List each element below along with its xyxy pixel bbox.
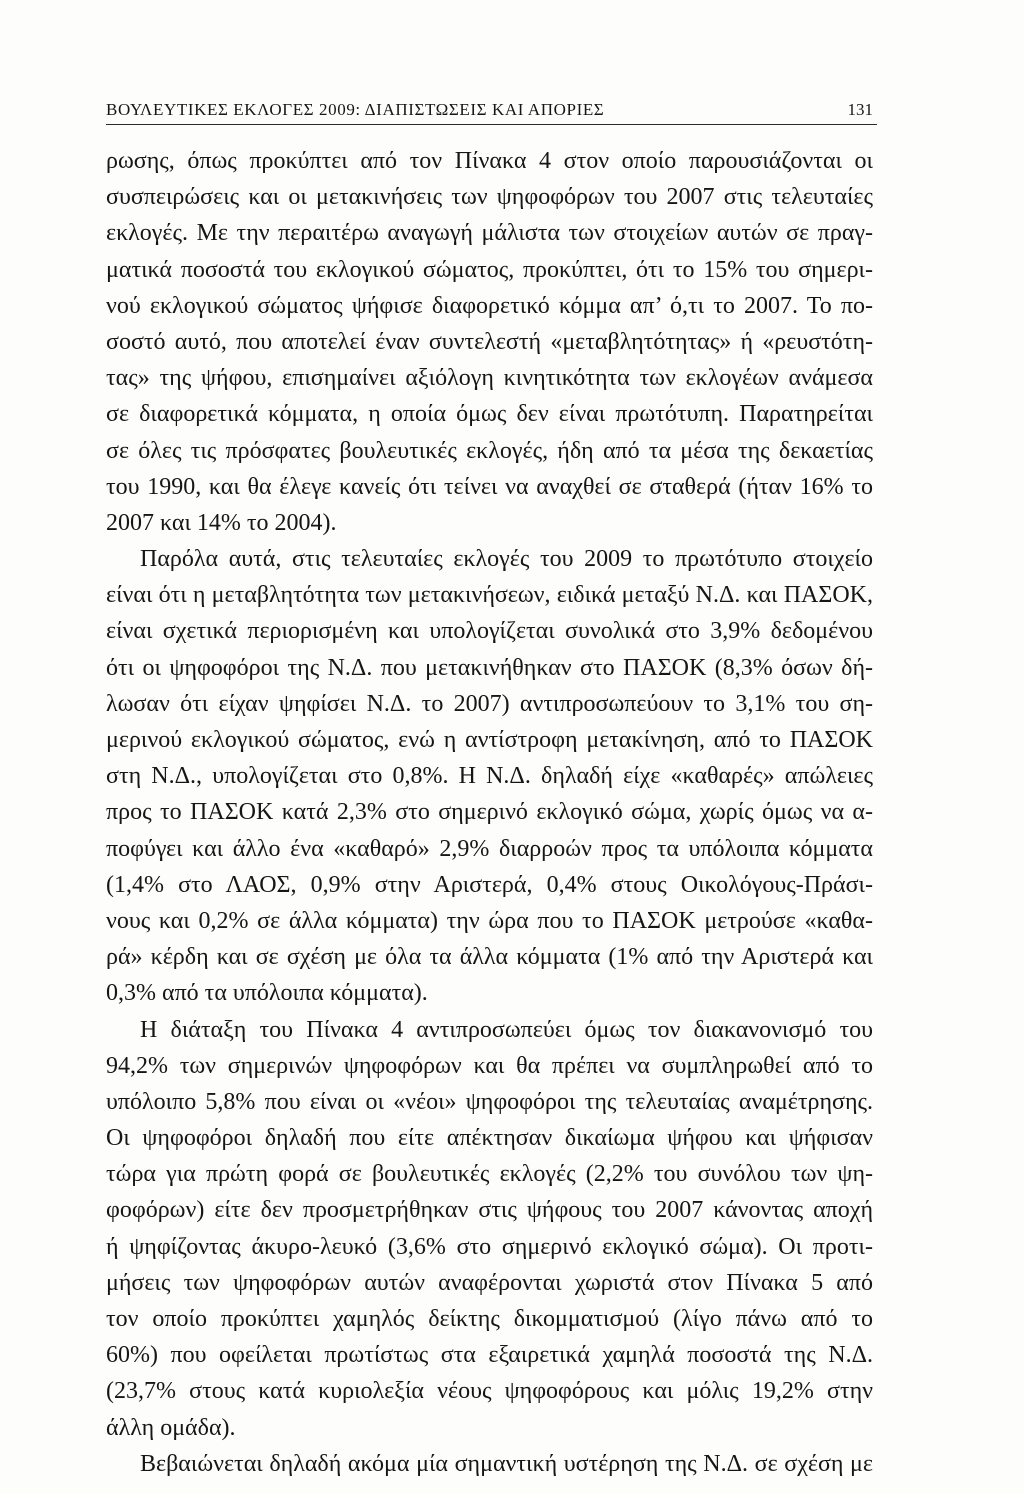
running-title: ΒΟΥΛΕΥΤΙΚΕΣ ΕΚΛΟΓΕΣ 2009: ΔΙΑΠΙΣΤΩΣΕΙΣ ΚΑΙ ΑΠΟΡΙΕΣ [106,100,605,119]
text-line: υπόλοιπο 5,8% που είναι οι «νέοι» ψηφοφόροι της τελευταίας αναμέτρησης. [106,1088,873,1115]
text-line: ρωσης, όπως προκύπτει από τον Πίνακα 4 στον οποίο παρουσιάζονται οι [106,148,873,174]
text-line: 60%) που οφείλεται πρωτίστως στα εξαιρετικά χαμηλά ποσοστά της Ν.Δ. [106,1342,873,1369]
paragraph-start-line: Η διάταξη του Πίνακα 4 αντιπροσωπεύει όμως τον διακανονισμό του [140,1016,873,1043]
text-line: Οι ψηφοφόροι δηλαδή που είτε απέκτησαν δικαίωμα ψήφου και ψήφισαν [106,1125,873,1152]
body-text [106,143,873,1482]
text-line: 0,3% από τα υπόλοιπα κόμματα). [106,980,428,1007]
text-line: μερινού εκλογικού σώματος, ενώ η αντίστροφη μετακίνηση, από το ΠΑΣΟΚ [106,727,873,753]
text-line: είναι ότι η μεταβλητότητα των μετακινήσεων, ειδικά μεταξύ Ν.Δ. και ΠΑΣΟΚ, [106,582,873,609]
text-line: σοστό αυτό, που αποτελεί έναν συντελεστή «μεταβλητότητας» ή «ρευστότη- [106,328,873,355]
paragraph-start-line: Παρόλα αυτά, στις τελευταίες εκλογές του 2009 το πρωτότυπο στοιχείο [140,546,873,573]
text-line: ματικά ποσοστά του εκλογικού σώματος, προκύπτει, ότι το 15% του σημερι- [106,256,873,283]
text-line: συσπειρώσεις και οι μετακινήσεις των ψηφοφόρων του 2007 στις τελευταίες [106,184,873,211]
text-line: στη Ν.Δ., υπολογίζεται στο 0,8%. Η Ν.Δ. δηλαδή είχε «καθαρές» απώλειες [106,763,873,790]
paragraph-start-line: Βεβαιώνεται δηλαδή ακόμα μία σημαντική υστέρηση της Ν.Δ. σε σχέση με [140,1450,873,1477]
text-line: 2007 και 14% το 2004). [106,509,337,536]
text-line: είναι σχετικά περιορισμένη και υπολογίζεται συνολικά στο 3,9% δεδομένου [106,618,873,645]
text-line: ρά» κέρδη και σε σχέση με όλα τα άλλα κόμματα (1% από την Αριστερά και [106,944,873,971]
text-line: τώρα για πρώτη φορά σε βουλευτικές εκλογές (2,2% του συνόλου των ψη- [106,1161,873,1188]
text-line: του 1990, και θα έλεγε κανείς ότι τείνει να αναχθεί σε σταθερά (ήταν 16% το [106,473,873,500]
text-line: σε διαφορετικά κόμματα, η οποία όμως δεν είναι πρωτότυπη. Παρατηρείται [106,401,873,428]
text-line: (23,7% στους κατά κυριολεξία νέους ψηφοφόρους και μόλις 19,2% στην [106,1378,873,1405]
text-line: ότι οι ψηφοφόροι της Ν.Δ. που μετακινήθηκαν στο ΠΑΣΟΚ (8,3% όσων δή- [106,654,873,681]
page-number: 131 [847,100,873,119]
text-line: φοφόρων) είτε δεν προσμετρήθηκαν στις ψήφους του 2007 κάνοντας αποχή [106,1197,873,1224]
running-header [106,98,877,125]
text-line: σε όλες τις πρόσφατες βουλευτικές εκλογές, ήδη από τα μέσα της δεκαετίας [106,437,873,464]
text-line: άλλη ομάδα). [106,1414,236,1441]
text-line: 94,2% των σημερινών ψηφοφόρων και θα πρέπει να συμπληρωθεί από το [106,1052,873,1079]
text-line: ή ψηφίζοντας άκυρο-λευκό (3,6% στο σημερινό εκλογικό σώμα). Οι προτι- [106,1233,873,1260]
text-line: λωσαν ότι είχαν ψηφίσει Ν.Δ. το 2007) αντιπροσωπεύουν το 3,1% του ση- [106,690,873,717]
text-line: εκλογές. Με την περαιτέρω αναγωγή μάλιστα των στοιχείων αυτών σε πραγ- [106,220,873,247]
text-line: τον οποίο προκύπτει χαμηλός δείκτης δικομματισμού (λίγο πάνω από το [106,1306,873,1332]
text-line: μήσεις των ψηφοφόρων αυτών αναφέρονται χωριστά στον Πίνακα 5 από [106,1269,873,1296]
text-line: νού εκλογικού σώματος ψήφισε διαφορετικό κόμμα απ’ ό,τι το 2007. Το πο- [106,292,873,319]
text-line: (1,4% στο ΛΑΟΣ, 0,9% στην Αριστερά, 0,4% στους Οικολόγους-Πράσι- [106,871,873,898]
text-line: προς το ΠΑΣΟΚ κατά 2,3% στο σημερινό εκλογικό σώμα, χωρίς όμως να α- [106,799,873,826]
text-line: τας» της ψήφου, επισημαίνει αξιόλογη κινητικότητα των εκλογέων ανάμεσα [106,365,873,392]
text-line: ποφύγει και άλλο ένα «καθαρό» 2,9% διαρροών προς τα υπόλοιπα κόμματα [106,835,873,862]
text-line: νους και 0,2% σε άλλα κόμματα) την ώρα που το ΠΑΣΟΚ μετρούσε «καθα- [106,907,873,934]
